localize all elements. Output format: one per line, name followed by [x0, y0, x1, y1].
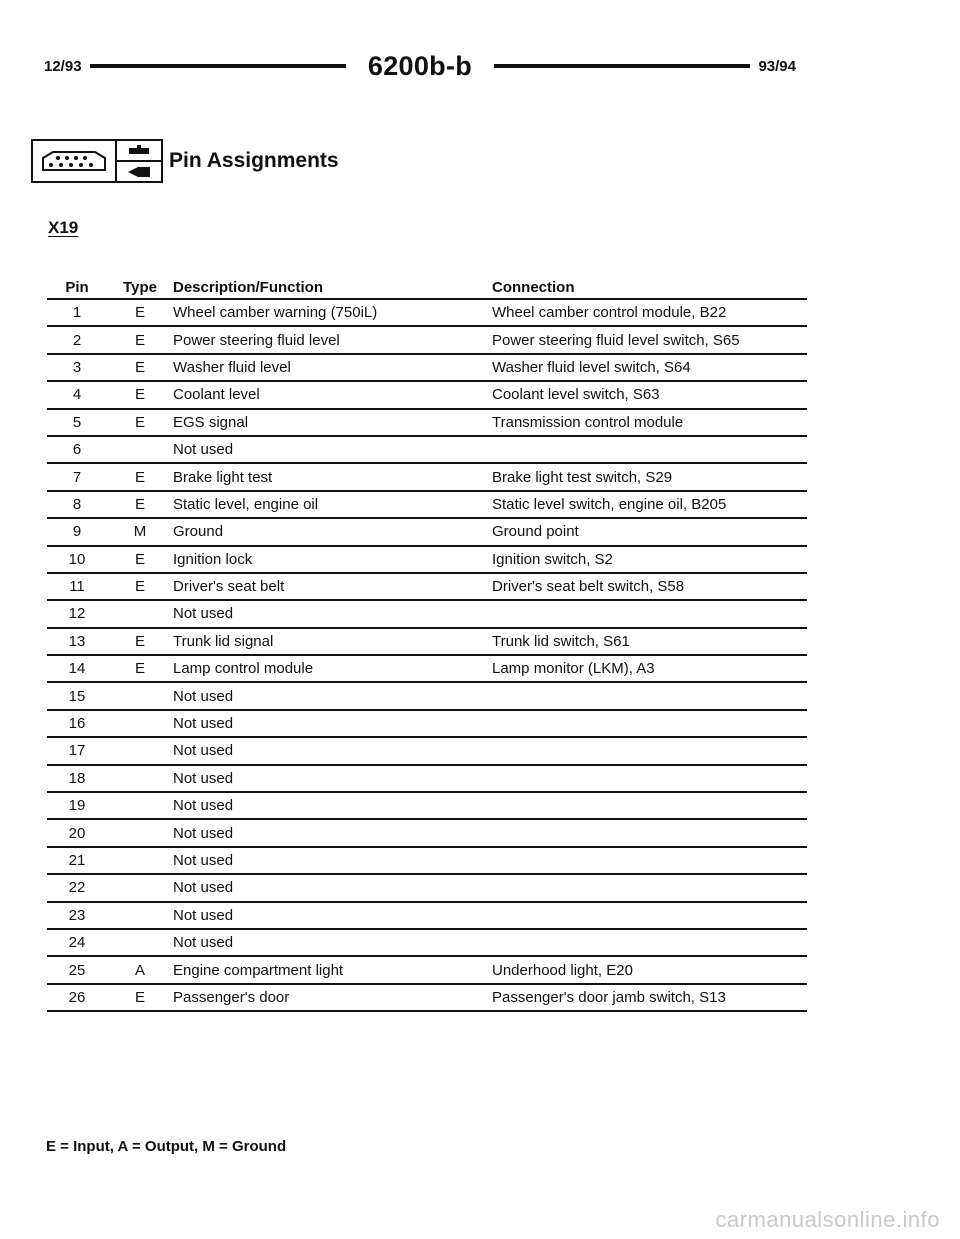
pin-cell: 17: [68, 742, 86, 760]
type-cell: E: [134, 495, 145, 513]
connection-cell: Ground point: [492, 523, 579, 541]
description-cell: EGS signal: [173, 413, 249, 431]
connection-cell: Static level switch, engine oil, B205: [492, 495, 727, 513]
pin-cell: 3: [72, 358, 82, 376]
type-cell: E: [134, 386, 145, 404]
pin-cell: 12: [68, 605, 86, 623]
document-code: 6200b-b: [367, 50, 473, 81]
connection-cell: Brake light test switch, S29: [492, 468, 673, 486]
header-rule-right: [494, 64, 750, 68]
pin-cell: 7: [72, 468, 82, 486]
table-row: [47, 683, 807, 710]
description-cell: Engine compartment light: [173, 961, 344, 979]
connection-cell: Underhood light, E20: [492, 961, 633, 979]
output-arrow-icon: [117, 141, 161, 160]
pin-cell: 13: [68, 632, 86, 650]
pin-cell: 23: [68, 906, 86, 924]
table-row: [47, 875, 807, 902]
description-cell: Not used: [173, 715, 234, 733]
section-heading: [31, 138, 339, 184]
connection-cell: Lamp monitor (LKM), A3: [492, 660, 655, 678]
column-header-pin: Pin: [65, 278, 89, 296]
type-cell: E: [134, 468, 145, 486]
pin-cell: 16: [68, 715, 86, 733]
connection-cell: Washer fluid level switch, S64: [492, 358, 691, 376]
table-row: [47, 766, 807, 793]
table-row: [47, 820, 807, 847]
table-row: [47, 656, 807, 683]
pin-cell: 15: [68, 687, 86, 705]
table-header-row: [47, 276, 807, 300]
description-cell: Not used: [173, 852, 234, 869]
description-cell: Not used: [173, 934, 234, 952]
pin-cell: 2: [72, 331, 82, 349]
pin-cell: 21: [68, 852, 86, 869]
pin-cell: 14: [68, 660, 86, 678]
table-row: [47, 985, 807, 1012]
pin-cell: 11: [69, 578, 85, 596]
description-cell: Lamp control module: [173, 660, 314, 678]
pin-cell: 25: [68, 961, 86, 979]
table-row: [47, 382, 807, 409]
pin-cell: 26: [68, 988, 86, 1006]
input-arrow-icon: [117, 160, 161, 181]
watermark: carmanualsonline.info: [715, 1207, 940, 1232]
table-row: [47, 574, 807, 601]
header-rule-left: [90, 64, 346, 68]
table-row: [47, 848, 807, 875]
column-header-connection: Connection: [492, 278, 575, 296]
pin-cell: 22: [68, 879, 86, 897]
type-cell: E: [134, 578, 145, 596]
connection-cell: Trunk lid switch, S61: [492, 632, 630, 650]
type-cell: E: [134, 331, 145, 349]
description-cell: Power steering fluid level: [173, 331, 340, 349]
pin-cell: 1: [72, 304, 82, 322]
table-row: [47, 464, 807, 491]
description-cell: Not used: [173, 687, 234, 705]
section-title: Pin Assignments: [169, 149, 339, 172]
connection-cell: Wheel camber control module, B22: [492, 304, 727, 322]
pin-direction-icon: [117, 139, 163, 183]
table-row: [47, 327, 807, 354]
table-row: [47, 738, 807, 765]
type-cell: E: [134, 632, 145, 650]
table-row: [47, 300, 807, 327]
description-cell: Not used: [173, 441, 234, 459]
pin-cell: 8: [72, 495, 82, 513]
connection-cell: Ignition switch, S2: [492, 550, 613, 568]
connection-cell: Driver's seat belt switch, S58: [492, 578, 685, 596]
connection-cell: Coolant level switch, S63: [492, 386, 660, 404]
pin-cell: 20: [68, 824, 86, 842]
description-cell: Washer fluid level: [173, 358, 291, 376]
pin-cell: 24: [68, 934, 86, 952]
pin-assignment-table: [47, 276, 807, 1012]
table-row: [47, 519, 807, 546]
table-row: [47, 930, 807, 957]
pin-cell: 6: [72, 441, 82, 459]
description-cell: Coolant level: [173, 386, 260, 404]
description-cell: Not used: [173, 797, 234, 815]
description-cell: Not used: [173, 742, 234, 760]
table-row: [47, 355, 807, 382]
table-row: [47, 793, 807, 820]
type-cell: E: [134, 358, 145, 376]
description-cell: Ignition lock: [173, 550, 253, 568]
type-cell: A: [134, 961, 145, 979]
page-header: [44, 52, 796, 80]
description-cell: Not used: [173, 906, 234, 924]
connection-cell: Passenger's door jamb switch, S13: [492, 988, 726, 1006]
type-cell: E: [134, 413, 145, 431]
header-date-right: 93/94: [758, 57, 796, 75]
connection-cell: Transmission control module: [492, 413, 684, 431]
description-cell: Not used: [173, 605, 234, 623]
table-row: [47, 711, 807, 738]
table-row: [47, 957, 807, 984]
description-cell: Not used: [173, 879, 234, 897]
table-row: [47, 601, 807, 628]
description-cell: Brake light test: [173, 468, 273, 486]
connector-icon: [31, 139, 117, 183]
column-header-description: Description/Function: [173, 278, 323, 296]
pin-cell: 5: [72, 413, 82, 431]
description-cell: Not used: [173, 769, 234, 787]
column-header-type: Type: [123, 278, 157, 296]
connection-cell: Power steering fluid level switch, S65: [492, 331, 740, 349]
description-cell: Passenger's door: [173, 988, 290, 1006]
description-cell: Driver's seat belt: [173, 578, 285, 596]
table-row: [47, 903, 807, 930]
table-row: [47, 492, 807, 519]
pin-cell: 18: [68, 769, 86, 787]
description-cell: Trunk lid signal: [173, 632, 274, 650]
table-row: [47, 410, 807, 437]
type-cell: M: [133, 523, 147, 541]
table-row: [47, 437, 807, 464]
type-cell: E: [134, 660, 145, 678]
description-cell: Not used: [173, 824, 234, 842]
type-cell: E: [134, 550, 145, 568]
type-cell: E: [134, 988, 145, 1006]
table-body: [47, 300, 807, 1012]
pin-cell: 19: [68, 797, 86, 815]
description-cell: Wheel camber warning (750iL): [173, 304, 378, 322]
header-date-left: 12/93: [44, 57, 82, 75]
description-cell: Ground: [173, 523, 224, 541]
pin-cell: 4: [72, 386, 82, 404]
type-legend: E = Input, A = Output, M = Ground: [46, 1138, 287, 1155]
pin-cell: 10: [68, 550, 86, 568]
pin-cell: 9: [72, 523, 82, 541]
description-cell: Static level, engine oil: [173, 495, 319, 513]
connector-id: X19: [48, 218, 79, 237]
table-row: [47, 547, 807, 574]
type-cell: E: [134, 304, 145, 322]
table-row: [47, 629, 807, 656]
